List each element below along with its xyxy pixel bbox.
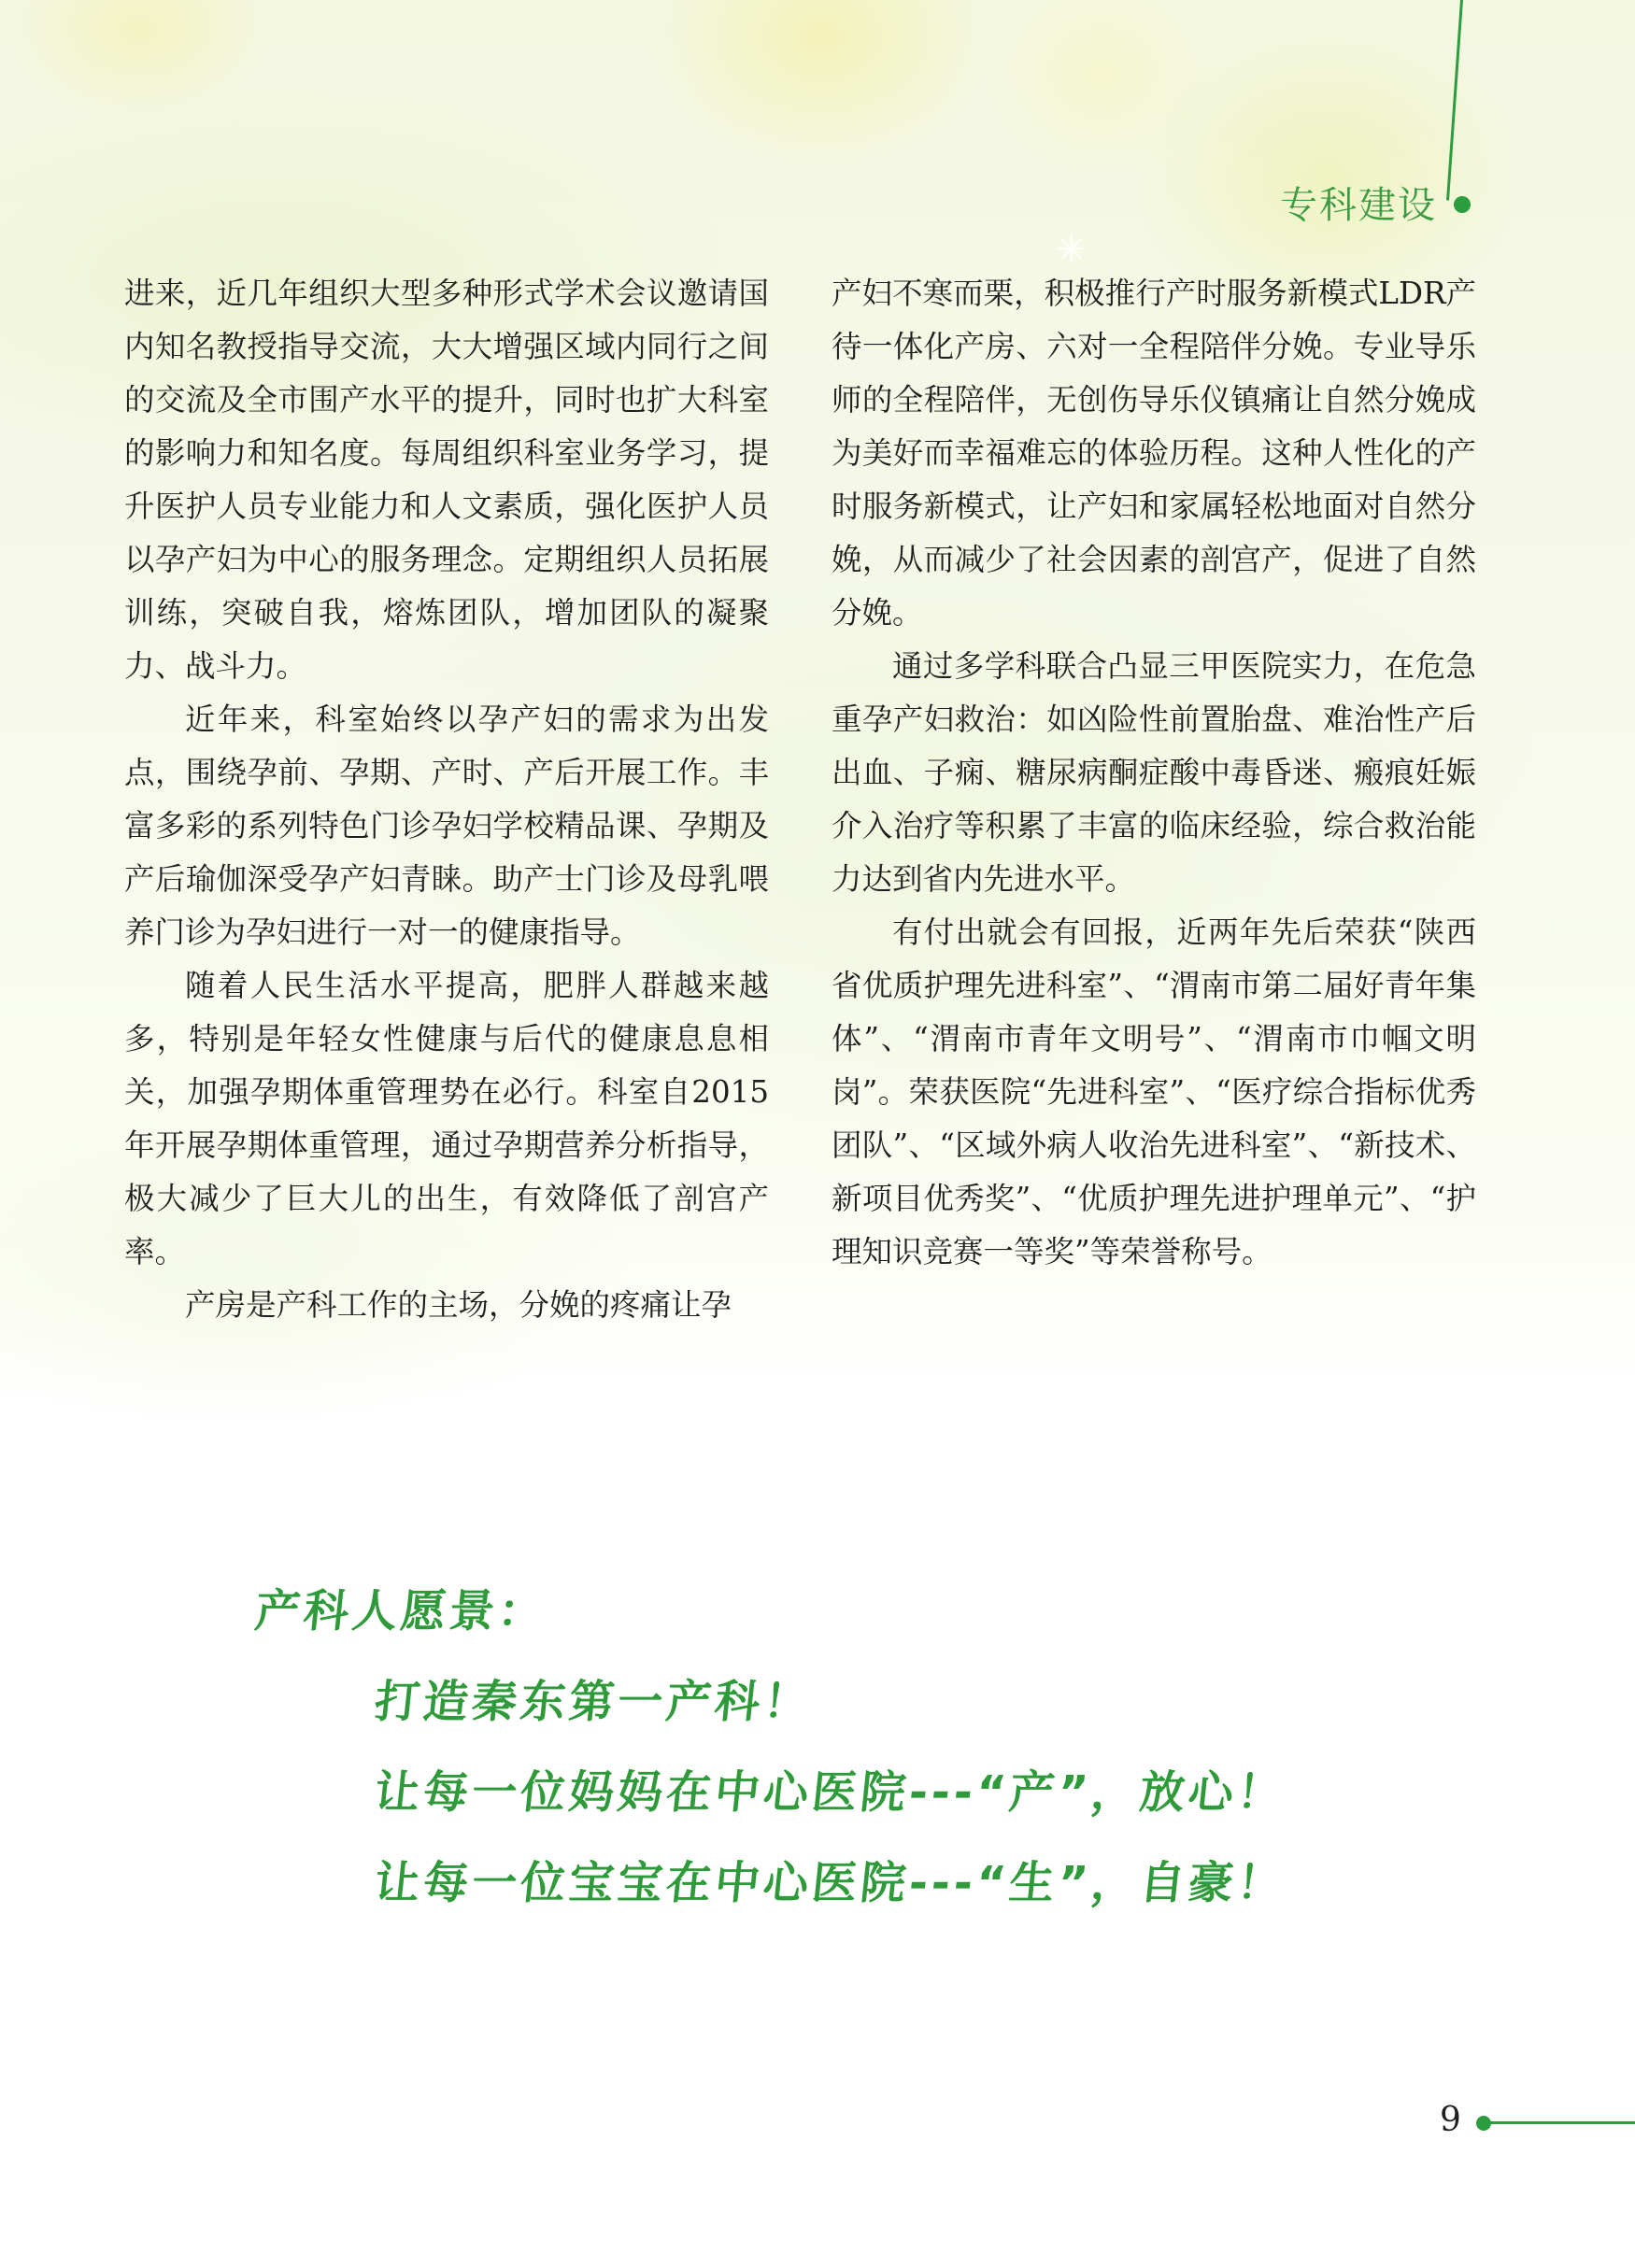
paragraph: 产房是产科工作的主场，分娩的疼痛让孕 xyxy=(185,1287,732,1323)
sparkle-icon: ✳ xyxy=(1056,229,1088,272)
paragraph: 随着人民生活水平提高，肥胖人群越来越多，特别是年轻女性健康与后代的健康息息相关，加强孕期体重管理势在必行。科室自2015年开展孕期体重管理，通过孕期营养分析指导，极大减少了巨大儿的出生，有效降低了剖宫产率。 xyxy=(124,968,769,1269)
header-decor-line xyxy=(1446,0,1463,201)
header-decor-dot xyxy=(1454,196,1471,213)
paragraph: 近年来，科室始终以孕产妇的需求为出发点，围绕孕前、孕期、产时、产后开展工作。丰富多彩的系列特色门诊孕妇学校精品课、孕期及产后瑜伽深受孕产妇青睐。助产士门诊及母乳喂养门诊为孕妇进行一对一的健康指导。 xyxy=(124,702,769,950)
paragraph: 通过多学科联合凸显三甲医院实力，在危急重孕产妇救治：如凶险性前置胎盘、难治性产后出血、子痫、糖尿病酮症酸中毒昏迷、瘢痕妊娠介入治疗等积累了丰富的临床经验，综合救治能力达到省内先进水平。 xyxy=(832,648,1476,897)
left-column xyxy=(124,267,769,1332)
vision-line: 让每一位妈妈在中心医院---“产”，放心！ xyxy=(372,1766,1288,1819)
paragraph: 进来，近几年组织大型多种形式学术会议邀请国内知名教授指导交流，大大增强区域内同行之间的交流及全市围产水平的提升，同时也扩大科室的影响力和知名度。每周组织科室业务学习，提升医护人员专业能力和人文素质，强化医护人员以孕产妇为中心的服务理念。定期组织人员拓展训练，突破自我，熔炼团队，增加团队的凝聚力、战斗力。 xyxy=(124,276,769,684)
vision-line: 打造秦东第一产科！ xyxy=(372,1676,816,1728)
right-column xyxy=(832,267,1476,1279)
footer-decor-line xyxy=(1489,2121,1635,2124)
page-number: 9 xyxy=(1440,2101,1461,2139)
section-title: 专科建设 xyxy=(1280,184,1437,227)
paragraph: 产妇不寒而栗，积极推行产时服务新模式LDR产待一体化产房、六对一全程陪伴分娩。专业导乐师的全程陪伴，无创伤导乐仪镇痛让自然分娩成为美好而幸福难忘的体验历程。这种人性化的产时服务新模式，让产妇和家属轻松地面对自然分娩，从而减少了社会因素的剖宫产，促进了自然分娩。 xyxy=(832,276,1476,631)
vision-title: 产科人愿景： xyxy=(252,1585,550,1637)
paragraph: 有付出就会有回报，近两年先后荣获“陕西省优质护理先进科室”、“渭南市第二届好青年集体”、“渭南市青年文明号”、“渭南市巾帼文明岗”。荣获医院“先进科室”、“医疗综合指标优秀团队”、“区域外病人收治先进科室”、“新技术、新项目优秀奖”、“优质护理先进护理单元”、“护理知识竞赛一等奖”等荣誉称号。 xyxy=(832,914,1476,1269)
vision-line: 让每一位宝宝在中心医院---“生”，自豪！ xyxy=(372,1857,1288,1909)
